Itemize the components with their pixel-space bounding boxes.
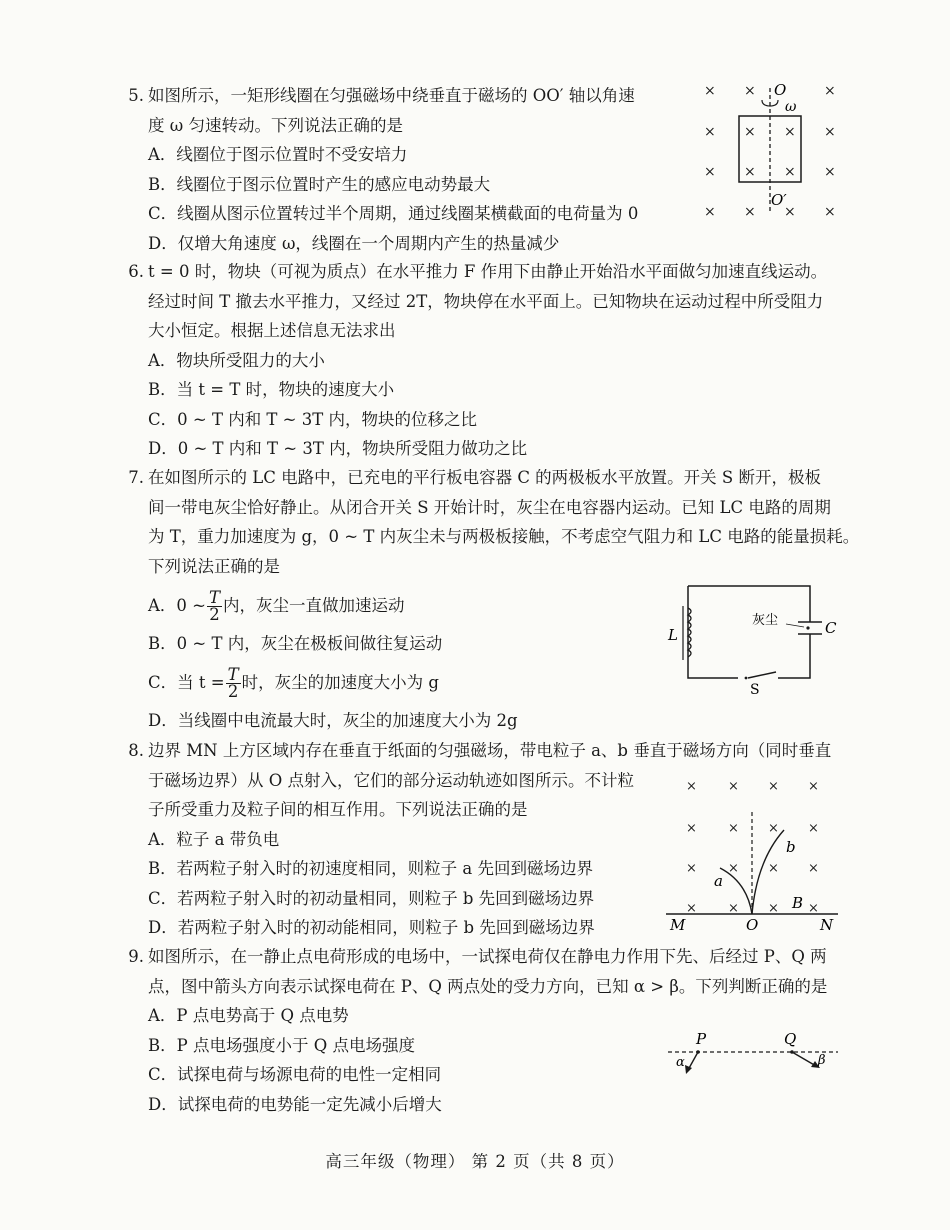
dust-particle: [806, 626, 809, 629]
question-8-option-c: C．若两粒子射入时的初动量相同，则粒子 b 先回到磁场边界: [148, 888, 595, 908]
question-7-stem-line-1: 7. 在如图所示的 LC 电路中，已充电的平行板电容器 C 的两极板水平放置。开关 S 断开，极板: [118, 463, 848, 493]
question-6-stem-line-1: 6. t = 0 时，物块（可视为质点）在水平推力 F 作用下由静止开始沿水平面做匀加速直线运动。: [118, 257, 848, 287]
particle-b-label: b: [786, 838, 796, 856]
field-cross: ×: [824, 204, 836, 220]
dust-leader-line: [786, 624, 804, 627]
field-cross: ×: [704, 164, 716, 180]
question-6-stem-line-2: 经过时间 T 撤去水平推力，又经过 2T，物块停在水平面上。已知物块在运动过程中所受阻力: [148, 291, 824, 311]
question-8-number: 8.: [128, 741, 144, 760]
inductor-label: L: [668, 626, 678, 644]
field-cross: ×: [784, 164, 796, 180]
field-cross: ×: [744, 83, 756, 99]
svg-text:×: ×: [808, 901, 819, 916]
fraction-t-over-2: $\frac{T}{2}$: [227, 665, 239, 701]
question-7-option-c: C．当 t = $\frac{T}{2}$ 时，灰尘的加速度大小为 g: [148, 665, 439, 701]
svg-text:×: ×: [686, 779, 697, 794]
question-9-stem-line-2: 点，图中箭头方向表示试探电荷在 P、Q 两点处的受力方向，已知 α > β。下列判断正确的是: [148, 976, 828, 996]
particle-a-label: a: [714, 872, 723, 890]
field-cross: ×: [704, 83, 716, 99]
page-footer: 高三年级（物理） 第 2 页（共 8 页）: [325, 1152, 625, 1171]
question-5-figure: [690, 74, 850, 224]
fraction-t-over-2: $\frac{T}{2}$: [208, 588, 220, 624]
angle-alpha-label: α: [676, 1055, 685, 1070]
svg-text:×: ×: [686, 901, 697, 916]
question-5-number: 5.: [128, 86, 144, 105]
field-cross: ×: [824, 164, 836, 180]
question-6-stem-line-3: 大小恒定。根据上述信息无法求出: [148, 321, 396, 340]
circuit-wire: [778, 634, 810, 678]
svg-text:×: ×: [768, 779, 779, 794]
svg-text:×: ×: [728, 821, 739, 836]
field-cross: ×: [744, 124, 756, 140]
question-6-option-c: C．0 ~ T 内和 T ~ 3T 内，物块的位移之比: [148, 409, 478, 429]
question-5-option-c: C．线圈从图示位置转过半个周期，通过线圈某横截面的电荷量为 0: [148, 204, 639, 223]
svg-text:×: ×: [686, 821, 697, 836]
switch-label: S: [750, 682, 760, 698]
svg-text:×: ×: [808, 821, 819, 836]
question-6-number: 6.: [128, 262, 144, 281]
omega-label: ω: [785, 99, 797, 115]
field-cross: ×: [704, 124, 716, 140]
force-arrowhead-p: [685, 1065, 692, 1074]
angle-beta-label: β: [818, 1053, 826, 1068]
axis-label-o-prime: O′: [771, 191, 787, 209]
boundary-label-m: M: [670, 916, 686, 934]
question-9-figure: [664, 1028, 844, 1076]
question-7-stem-line-3: 为 T，重力加速度为 g，0 ~ T 内灰尘未与两极板接触，不考虑空气阻力和 LC 电路的能量损耗。: [148, 527, 860, 546]
svg-text:×: ×: [768, 861, 779, 876]
force-arrow-q: [792, 1052, 816, 1066]
svg-text:×: ×: [808, 861, 819, 876]
svg-text:×: ×: [768, 821, 779, 836]
question-8-stem-line-2: 于磁场边界）从 O 点射入，它们的部分运动轨迹如图所示。不计粒: [148, 770, 635, 790]
axis-label-o: O: [774, 81, 787, 99]
point-p-label: P: [696, 1030, 707, 1048]
circuit-wire: [688, 586, 810, 622]
question-9-stem-line-1: 9. 如图所示，在一静止点电荷形成的电场中，一试探电荷仅在静电力作用下先、后经过 P、Q 两: [118, 942, 848, 972]
question-8-stem-line-1: 8. 边界 MN 上方区域内存在垂直于纸面的匀强磁场，带电粒子 a、b 垂直于磁场方向（同时垂直: [118, 736, 848, 766]
question-7-option-a: A．0 ~ $\frac{T}{2}$ 内，灰尘一直做加速运动: [148, 588, 405, 624]
svg-text:×: ×: [808, 779, 819, 794]
question-5-option-d: D．仅增大角速度 ω，线圈在一个周期内产生的热量减少: [148, 233, 560, 253]
question-5-option-a: A．线圈位于图示位置时不受安培力: [148, 145, 408, 164]
field-cross: ×: [824, 83, 836, 99]
question-8-stem-line-3: 子所受重力及粒子间的相互作用。下列说法正确的是: [148, 800, 528, 819]
question-7-option-b: B．0 ~ T 内，灰尘在极板间做往复运动: [148, 634, 443, 653]
question-6-option-b: B．当 t = T 时，物块的速度大小: [148, 380, 395, 399]
question-9-option-b: B．P 点电场强度小于 Q 点电场强度: [148, 1035, 415, 1055]
svg-text:×: ×: [686, 861, 697, 876]
field-label-b: B: [792, 894, 804, 912]
question-7-figure: [660, 578, 850, 698]
field-cross: ×: [784, 204, 796, 220]
svg-text:×: ×: [728, 779, 739, 794]
question-9-option-d: D．试探电荷的电势能一定先减小后增大: [148, 1094, 442, 1114]
question-8-option-b: B．若两粒子射入时的初速度相同，则粒子 a 先回到磁场边界: [148, 859, 593, 878]
svg-text:×: ×: [728, 901, 739, 916]
switch-blade: [748, 672, 776, 678]
dust-label: 灰尘: [752, 613, 779, 628]
field-cross: ×: [704, 204, 716, 220]
question-8-option-d: D．若两粒子射入时的初动能相同，则粒子 b 先回到磁场边界: [148, 918, 595, 937]
question-6-option-a: A．物块所受阻力的大小: [148, 350, 325, 370]
question-8-figure: [662, 772, 842, 934]
field-cross: ×: [744, 164, 756, 180]
question-5-option-b: B．线圈位于图示位置时产生的感应电动势最大: [148, 174, 491, 194]
switch-contact: [745, 677, 748, 680]
field-cross: ×: [824, 124, 836, 140]
question-7-option-d: D．当线圈中电流最大时，灰尘的加速度大小为 2g: [148, 711, 518, 730]
question-7-number: 7.: [128, 468, 144, 487]
field-cross: ×: [784, 124, 796, 140]
svg-text:×: ×: [768, 901, 779, 916]
question-9-option-a: A．P 点电势高于 Q 点电势: [148, 1006, 349, 1025]
boundary-label-n: N: [820, 916, 834, 934]
field-cross: ×: [744, 204, 756, 220]
entry-point-label-o: O: [746, 916, 759, 934]
question-7-stem-line-4: 下列说法正确的是: [148, 556, 280, 576]
circuit-wire: [688, 586, 738, 678]
question-7-stem-line-2: 间一带电灰尘恰好静止。从闭合开关 S 开始计时，灰尘在电容器内运动。已知 LC 电路的周期: [148, 497, 831, 517]
question-6: [118, 257, 848, 464]
capacitor-label: C: [825, 619, 837, 637]
question-5-stem-line-2: 度 ω 匀速转动。下列说法正确的是: [148, 115, 403, 135]
question-9-option-c: C．试探电荷与场源电荷的电性一定相同: [148, 1065, 442, 1084]
question-9-number: 9.: [128, 947, 144, 966]
svg-text:×: ×: [728, 861, 739, 876]
question-8-option-a: A．粒子 a 带负电: [148, 829, 280, 849]
question-5: [118, 81, 678, 258]
question-6-option-d: D．0 ~ T 内和 T ~ 3T 内，物块所受阻力做功之比: [148, 439, 528, 458]
question-5-stem-line-1: 5. 如图所示，一矩形线圈在匀强磁场中绕垂直于磁场的 OO′ 轴以角速: [118, 81, 678, 111]
point-q-label: Q: [784, 1030, 797, 1048]
